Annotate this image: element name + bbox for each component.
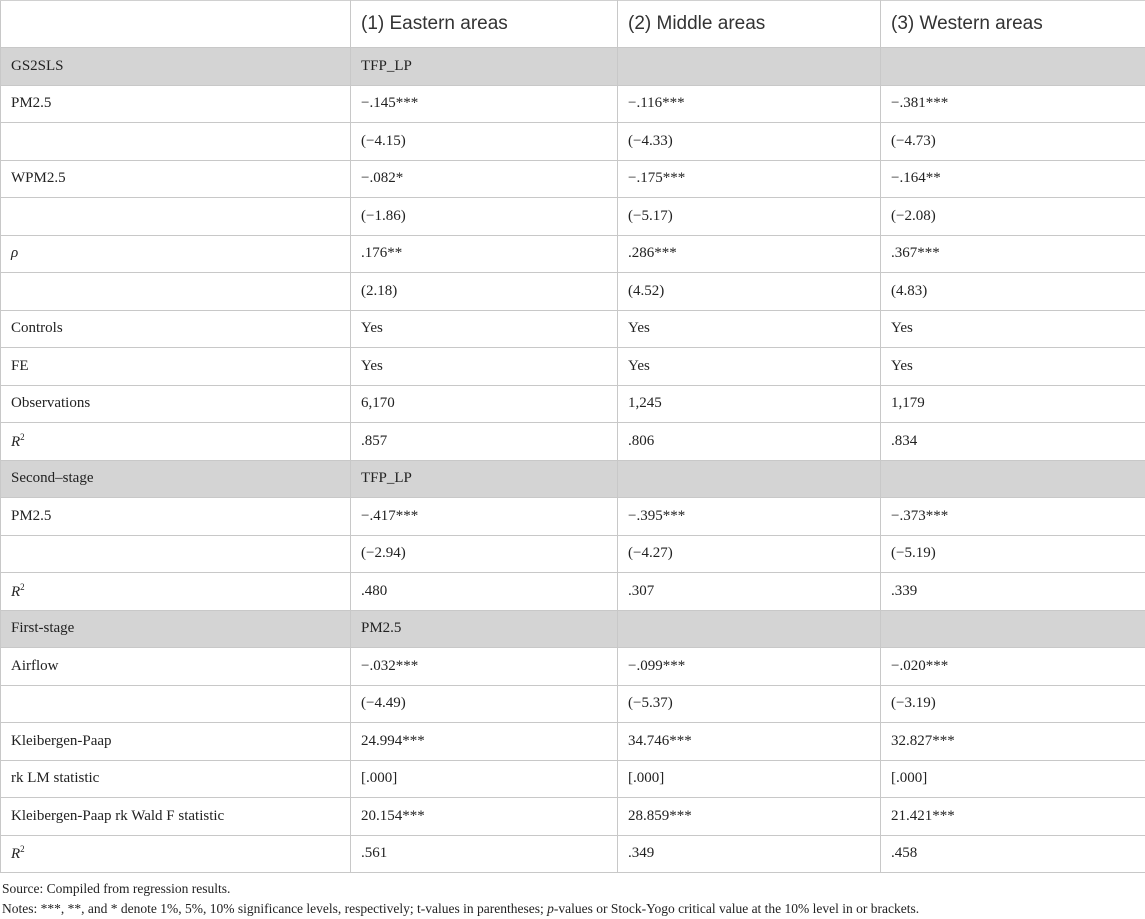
cell-eastern: −.145***	[351, 85, 618, 123]
cell-eastern: PM2.5	[351, 610, 618, 648]
cell-western	[881, 48, 1145, 86]
table-row	[1, 310, 1145, 348]
row-label	[1, 685, 351, 723]
table-row	[1, 535, 1145, 573]
cell-middle: Yes	[618, 348, 881, 386]
significance-note-text: Notes: ***, **, and * denote 1%, 5%, 10% significance levels, respectively; t-values in parentheses;	[2, 901, 547, 916]
cell-eastern: −.417***	[351, 498, 618, 536]
row-label: PM2.5	[1, 498, 351, 536]
cell-eastern: (−4.49)	[351, 685, 618, 723]
cell-western: .834	[881, 423, 1145, 461]
cell-eastern: TFP_LP	[351, 460, 618, 498]
cell-middle	[618, 610, 881, 648]
row-label	[1, 535, 351, 573]
cell-western: 21.421***	[881, 798, 1145, 836]
cell-middle: (−4.27)	[618, 535, 881, 573]
cell-western: (4.83)	[881, 273, 1145, 311]
r-squared-superscript: 2	[20, 582, 25, 592]
cell-middle: .286***	[618, 235, 881, 273]
row-label	[1, 835, 351, 873]
row-label	[1, 273, 351, 311]
row-label: FE	[1, 348, 351, 386]
row-label	[1, 123, 351, 161]
cell-middle: (−5.37)	[618, 685, 881, 723]
row-label	[1, 423, 351, 461]
row-label: PM2.5	[1, 85, 351, 123]
cell-eastern: (−4.15)	[351, 123, 618, 161]
cell-middle: −.116***	[618, 85, 881, 123]
cell-middle: (−5.17)	[618, 198, 881, 236]
cell-middle: (−4.33)	[618, 123, 881, 161]
row-label: rk LM statistic	[1, 760, 351, 798]
table-row	[1, 348, 1145, 386]
cell-western: 1,179	[881, 385, 1145, 423]
cell-western: −.373***	[881, 498, 1145, 536]
cell-western: [.000]	[881, 760, 1145, 798]
row-label: Controls	[1, 310, 351, 348]
source-note: Source: Compiled from regression results.	[2, 879, 1143, 899]
row-label: Second–stage	[1, 460, 351, 498]
cell-western: .367***	[881, 235, 1145, 273]
row-label: WPM2.5	[1, 160, 351, 198]
cell-western: .458	[881, 835, 1145, 873]
cell-eastern: 24.994***	[351, 723, 618, 761]
row-label: Kleibergen-Paap rk Wald F statistic	[1, 798, 351, 836]
row-label	[1, 573, 351, 611]
r-squared-superscript: 2	[20, 432, 25, 442]
cell-middle	[618, 460, 881, 498]
cell-western: (−2.08)	[881, 198, 1145, 236]
section-row-second-stage	[1, 460, 1145, 498]
cell-eastern: TFP_LP	[351, 48, 618, 86]
cell-eastern: Yes	[351, 310, 618, 348]
row-label: GS2SLS	[1, 48, 351, 86]
cell-eastern: .857	[351, 423, 618, 461]
cell-middle: .349	[618, 835, 881, 873]
cell-western: Yes	[881, 348, 1145, 386]
cell-western	[881, 460, 1145, 498]
table-header-row	[1, 1, 1145, 48]
table-row	[1, 573, 1145, 611]
cell-western: Yes	[881, 310, 1145, 348]
cell-western: (−5.19)	[881, 535, 1145, 573]
cell-eastern: (2.18)	[351, 273, 618, 311]
section-row-first-stage	[1, 610, 1145, 648]
r-squared-symbol: R	[11, 584, 20, 600]
cell-middle: 28.859***	[618, 798, 881, 836]
table-row	[1, 648, 1145, 686]
cell-eastern: (−1.86)	[351, 198, 618, 236]
cell-eastern: [.000]	[351, 760, 618, 798]
r-squared-superscript: 2	[20, 844, 25, 854]
cell-western: (−4.73)	[881, 123, 1145, 161]
cell-middle: [.000]	[618, 760, 881, 798]
table-row	[1, 723, 1145, 761]
table-row	[1, 273, 1145, 311]
cell-western: −.020***	[881, 648, 1145, 686]
cell-middle: 34.746***	[618, 723, 881, 761]
cell-western: .339	[881, 573, 1145, 611]
significance-note-tail: -values or Stock-Yogo critical value at the 10% level in or brackets.	[554, 901, 919, 916]
header-middle-areas: (2) Middle areas	[618, 1, 881, 48]
cell-middle: Yes	[618, 310, 881, 348]
table-row	[1, 798, 1145, 836]
header-eastern-areas: (1) Eastern areas	[351, 1, 618, 48]
row-label	[1, 198, 351, 236]
table-row	[1, 123, 1145, 161]
row-label: ρ	[1, 235, 351, 273]
table-row	[1, 160, 1145, 198]
cell-eastern: −.032***	[351, 648, 618, 686]
row-label: Kleibergen-Paap	[1, 723, 351, 761]
table-row	[1, 835, 1145, 873]
cell-western: −.381***	[881, 85, 1145, 123]
cell-eastern: (−2.94)	[351, 535, 618, 573]
cell-eastern: .176**	[351, 235, 618, 273]
cell-middle: .307	[618, 573, 881, 611]
table-row	[1, 198, 1145, 236]
row-label: First-stage	[1, 610, 351, 648]
table-row	[1, 423, 1145, 461]
cell-western: −.164**	[881, 160, 1145, 198]
cell-western: (−3.19)	[881, 685, 1145, 723]
cell-eastern: .480	[351, 573, 618, 611]
cell-middle: −.395***	[618, 498, 881, 536]
cell-middle: −.175***	[618, 160, 881, 198]
cell-eastern: .561	[351, 835, 618, 873]
cell-western: 32.827***	[881, 723, 1145, 761]
table-row	[1, 385, 1145, 423]
table-footnotes	[0, 873, 1145, 919]
row-label: Airflow	[1, 648, 351, 686]
table-row	[1, 85, 1145, 123]
table-row	[1, 760, 1145, 798]
section-row-gs2sls	[1, 48, 1145, 86]
r-squared-symbol: R	[11, 434, 20, 450]
cell-eastern: −.082*	[351, 160, 618, 198]
cell-eastern: 6,170	[351, 385, 618, 423]
cell-middle: 1,245	[618, 385, 881, 423]
p-symbol: p	[547, 901, 554, 916]
row-label: Observations	[1, 385, 351, 423]
table-row	[1, 498, 1145, 536]
header-variable-column	[1, 1, 351, 48]
cell-middle: (4.52)	[618, 273, 881, 311]
table-row	[1, 235, 1145, 273]
cell-eastern: Yes	[351, 348, 618, 386]
cell-middle	[618, 48, 881, 86]
header-western-areas: (3) Western areas	[881, 1, 1145, 48]
significance-note	[2, 899, 1143, 919]
cell-eastern: 20.154***	[351, 798, 618, 836]
cell-western	[881, 610, 1145, 648]
cell-middle: .806	[618, 423, 881, 461]
cell-middle: −.099***	[618, 648, 881, 686]
r-squared-symbol: R	[11, 846, 20, 862]
table-row	[1, 685, 1145, 723]
